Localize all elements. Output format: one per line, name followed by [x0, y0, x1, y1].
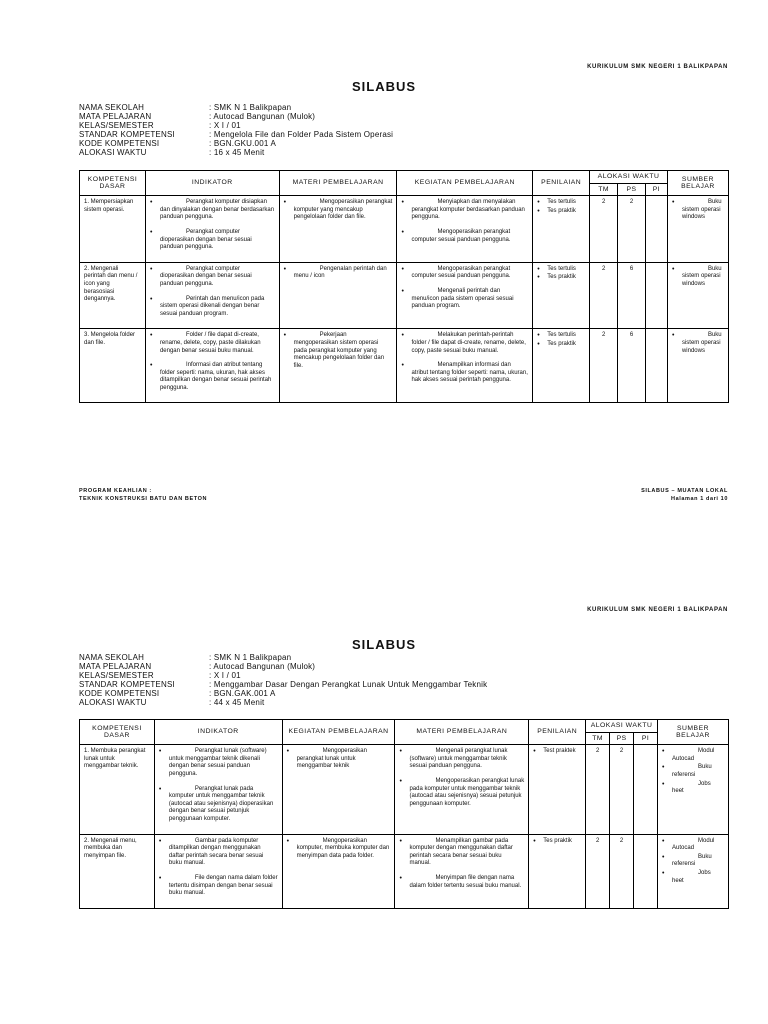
mat-text: • Mengoperasikan perangkat lunak pada komputer untuk menggambar teknik (autocad atau sejenisnya) sesuai petunjuk penggunaan komputer. — [409, 777, 525, 807]
footer-doc-title: SILABUS – MUATAN LOKAL — [641, 488, 728, 494]
ind-text: • File dengan nama dalam folder tertentu disimpan dengan benar sesuai buku manual. — [168, 874, 278, 897]
ind-item — [150, 332, 275, 355]
cell-pen — [529, 834, 586, 908]
cell-sum — [667, 196, 728, 263]
keg-list — [401, 266, 528, 311]
mat-item — [399, 748, 524, 771]
cell-pen — [533, 196, 590, 263]
keg-text: • Mengenali perintah dan menu/icon pada sistem operasi sesuai panduan program. — [411, 287, 514, 310]
cell-pi — [634, 745, 658, 834]
sumber-item — [662, 870, 724, 885]
meta-value: : 44 x 45 Menit — [209, 698, 265, 707]
mat-list — [284, 266, 393, 281]
penilaian-list — [537, 266, 585, 282]
keg-item — [287, 748, 391, 771]
meta-value: : BGN.GAK.001 A — [209, 689, 276, 698]
ind-item — [159, 838, 278, 868]
ind-text: • Perangkat computer dioperasikan dengan benar sesuai panduan pengguna. — [159, 265, 252, 287]
cell-ind — [154, 745, 282, 834]
cell-mat — [279, 196, 397, 263]
ind-text: • Perintah dan menu/icon pada sistem operasi dikenali dengan benar sesuai panduan program. — [159, 295, 265, 317]
sumber-text: • Buku sistem operasi windows — [681, 332, 722, 354]
table-row — [80, 745, 729, 834]
cell-ps: 6 — [618, 329, 646, 403]
footer-page — [641, 487, 728, 503]
cell-sum — [667, 329, 728, 403]
mat-text: • Pengenalan perintah dan menu / icon — [293, 265, 387, 280]
ind-text: • Folder / file dapat di-create, rename, delete, copy, paste dilakukan dengan benar sesuai buku manual. — [159, 332, 261, 354]
cell-keg — [282, 745, 395, 834]
sumber-text: • Jobs heet — [672, 869, 711, 884]
sumber-text: • Buku referensi — [672, 764, 712, 778]
footer-program — [79, 487, 207, 503]
ind-text: • Gambar pada komputer ditampilkan dengan menggunakan daftar perintah secara benar sesuai buku manual. — [168, 837, 264, 867]
penilaian-text: Tes tertulis — [547, 199, 576, 206]
meta-value: : BGN.GKU.001 A — [209, 139, 277, 148]
ind-item — [150, 362, 275, 392]
header-kegiatan: KEGIATAN PEMBELAJARAN — [282, 720, 395, 745]
keg-item — [401, 199, 528, 222]
cell-tm: 2 — [586, 745, 610, 834]
footer-page-number: Halaman 1 dari 10 — [671, 496, 728, 502]
penilaian-list — [537, 332, 585, 348]
sumber-text: • Buku sistem operasi windows — [681, 265, 722, 287]
table-row — [80, 834, 729, 908]
cell-tm: 2 — [590, 262, 618, 329]
cell-kd: 2. Mengenali perintah dan menu / icon yang berasosiasi dengannya. — [80, 262, 146, 329]
header-alokasi: ALOKASI WAKTU — [586, 720, 658, 733]
meta-value: : Mengelola File dan Folder Pada Sistem Operasi — [209, 130, 394, 139]
header-tm: TM — [590, 183, 618, 196]
meta-label: ALOKASI WAKTU — [79, 698, 147, 707]
keg-text: • Menyiapkan dan menyalakan perangkat komputer berdasarkan panduan pengguna. — [411, 199, 525, 221]
mat-text: • Mengoperasikan perangkat komputer yang mencakup pengelolaan folder dan file. — [293, 199, 393, 221]
keg-item — [401, 266, 528, 281]
mat-list — [284, 199, 393, 222]
cell-pi — [646, 262, 668, 329]
mat-text: • Mengenali perangkat lunak (software) untuk menggambar teknik sesuai panduan pengguna. — [409, 748, 508, 770]
ind-list — [150, 266, 275, 319]
ind-text: • Perangkat lunak pada komputer untuk menggambar teknik (autocad atau sejenisnya) dioperasikan dengan benar sesuai petunjuk penggunaan komputer. — [168, 785, 274, 822]
keg-text: • Mengoperasikan perangkat lunak untuk menggambar teknik — [296, 748, 367, 770]
meta-row — [79, 689, 487, 698]
meta-row — [79, 121, 393, 130]
header-penilaian: PENILAIAN — [533, 171, 590, 196]
meta-label: KODE KOMPETENSI — [79, 689, 160, 698]
cell-ind — [145, 262, 279, 329]
cell-keg — [397, 196, 533, 263]
cell-kd: 3. Mengelola folder dan file. — [80, 329, 146, 403]
sumber-list — [672, 332, 724, 355]
mat-item — [284, 266, 393, 281]
header-materi: MATERI PEMBELAJARAN — [395, 720, 529, 745]
cell-sum — [667, 262, 728, 329]
cell-ind — [154, 834, 282, 908]
cell-keg — [282, 834, 395, 908]
meta-value: : Menggambar Dasar Dengan Perangkat Lunak Untuk Menggambar Teknik — [209, 680, 488, 689]
mat-text: • Menampilkan gambar pada komputer dengan menggunakan daftar perintah secara benar sesuai buku manual. — [409, 837, 513, 867]
cell-mat — [279, 329, 397, 403]
page-2 — [0, 545, 768, 1024]
meta-row — [79, 130, 393, 139]
cell-pi — [646, 329, 668, 403]
meta-label: NAMA SEKOLAH — [79, 653, 145, 662]
meta-value: : X I / 01 — [209, 121, 241, 130]
syllabus-meta — [79, 653, 487, 707]
sumber-item — [662, 748, 724, 763]
sumber-text: • Modul Autocad — [672, 748, 715, 762]
mat-item — [284, 332, 393, 370]
header-tm: TM — [586, 732, 610, 745]
keg-list — [287, 838, 391, 861]
ind-list — [150, 332, 275, 392]
sumber-item — [662, 854, 724, 869]
table-row — [80, 329, 729, 403]
header-ps: PS — [618, 183, 646, 196]
curriculum-header: KURIKULUM SMK NEGERI 1 BALIKPAPAN — [587, 64, 728, 70]
keg-item — [401, 362, 528, 385]
cell-kd: 2. Mengenali menu, membuka dan menyimpan file. — [80, 834, 155, 908]
ind-list — [159, 838, 278, 898]
keg-item — [401, 229, 528, 244]
header-pi: PI — [634, 732, 658, 745]
header-kegiatan: KEGIATAN PEMBELAJARAN — [397, 171, 533, 196]
keg-text: • Melakukan perintah-perintah folder / file dapat di-create, rename, delete, copy, paste sesuai buku manual. — [411, 332, 526, 354]
ind-item — [159, 786, 278, 824]
sumber-item — [672, 266, 724, 289]
meta-label: KELAS/SEMESTER — [79, 121, 154, 130]
ind-item — [159, 748, 278, 778]
ind-item — [150, 296, 275, 319]
cell-mat — [395, 745, 529, 834]
mat-text: • Pekerjaan mengoperasikan sistem operasi pada perangkat komputer yang mencakup pengelolaan folder dan file. — [293, 332, 385, 369]
penilaian-list — [533, 838, 581, 846]
header-ps: PS — [610, 732, 634, 745]
meta-label: STANDAR KOMPETENSI — [79, 130, 175, 139]
meta-label: STANDAR KOMPETENSI — [79, 680, 175, 689]
sumber-item — [662, 764, 724, 779]
keg-item — [401, 332, 528, 355]
syllabus-meta — [79, 103, 393, 157]
meta-row — [79, 698, 487, 707]
header-alokasi: ALOKASI WAKTU — [590, 171, 668, 184]
header-materi: MATERI PEMBELAJARAN — [279, 171, 397, 196]
meta-value: : Autocad Bangunan (Mulok) — [209, 662, 316, 671]
cell-sum — [658, 745, 729, 834]
sumber-item — [672, 332, 724, 355]
header-kompetensi: KOMPETENSI DASAR — [80, 171, 146, 196]
ind-item — [150, 199, 275, 222]
penilaian-item — [533, 748, 581, 756]
penilaian-item — [537, 274, 585, 282]
cell-mat — [395, 834, 529, 908]
sumber-item — [662, 838, 724, 853]
sumber-item — [672, 199, 724, 222]
cell-pen — [533, 329, 590, 403]
keg-text: • Mengoperasikan komputer, membuka komputer dan menyimpan data pada folder. — [296, 837, 390, 859]
syllabus-table — [79, 170, 729, 403]
sumber-item — [662, 781, 724, 796]
meta-row — [79, 671, 487, 680]
cell-kd: 1. Membuka perangkat lunak untuk menggambar teknik. — [80, 745, 155, 834]
cell-tm: 2 — [590, 329, 618, 403]
cell-ps: 6 — [618, 262, 646, 329]
meta-row — [79, 653, 487, 662]
meta-value: : Autocad Bangunan (Mulok) — [209, 112, 316, 121]
penilaian-text: Tes praktik — [547, 207, 576, 214]
penilaian-item — [533, 838, 581, 846]
header-indikator: INDIKATOR — [145, 171, 279, 196]
keg-list — [401, 332, 528, 385]
penilaian-item — [537, 208, 585, 216]
table-row — [80, 196, 729, 263]
ind-text: • Informasi dan atribut tentang folder seperti: nama, ukuran, hak akses ditampilkan dengan benar sesuai perintah pengguna. — [159, 362, 272, 391]
cell-pi — [634, 834, 658, 908]
meta-row — [79, 139, 393, 148]
keg-list — [287, 748, 391, 771]
penilaian-text: Tes tertulis — [547, 332, 576, 339]
page-title: SILABUS — [351, 637, 417, 652]
penilaian-text: Tes tertulis — [547, 265, 576, 272]
mat-list — [284, 332, 393, 370]
keg-text: • Mengoperasikan perangkat computer sesuai panduan pengguna. — [411, 265, 511, 280]
footer-program-label: PROGRAM KEAHLIAN : — [79, 488, 152, 494]
ind-text: • Perangkat komputer disiapkan dan dinyalakan dengan benar berdasarkan panduan pengguna. — [159, 199, 275, 221]
ind-item — [150, 266, 275, 289]
header-sumber: SUMBER BELAJAR — [667, 171, 728, 196]
mat-item — [399, 778, 524, 808]
penilaian-text: Tes praktik — [547, 274, 576, 281]
cell-keg — [397, 329, 533, 403]
mat-text: • Menyimpan file dengan nama dalam folder tertentu sesuai buku manual. — [409, 874, 522, 889]
meta-row — [79, 103, 393, 112]
keg-text: • Menampilkan informasi dan atribut tentang folder seperti: nama, ukuran, hak akses sesuai perintah pengguna. — [411, 362, 528, 384]
curriculum-header: KURIKULUM SMK NEGERI 1 BALIKPAPAN — [587, 607, 728, 613]
ind-item — [159, 875, 278, 898]
penilaian-list — [533, 748, 581, 756]
header-sumber: SUMBER BELAJAR — [658, 720, 729, 745]
cell-keg — [397, 262, 533, 329]
penilaian-item — [537, 199, 585, 207]
sumber-text: • Jobs heet — [672, 780, 711, 795]
ind-item — [150, 229, 275, 252]
sumber-list — [672, 199, 724, 222]
sumber-list — [662, 838, 724, 886]
cell-tm: 2 — [586, 834, 610, 908]
keg-item — [401, 288, 528, 311]
meta-row — [79, 662, 487, 671]
meta-value: : X I / 01 — [209, 671, 241, 680]
mat-list — [399, 838, 524, 891]
ind-text: • Perangkat computer dioperasikan dengan benar sesuai panduan pengguna. — [159, 228, 252, 251]
cell-kd: 1. Mempersiapkan sistem operasi. — [80, 196, 146, 263]
meta-label: ALOKASI WAKTU — [79, 148, 147, 157]
table-row — [80, 262, 729, 329]
footer-program-value: TEKNIK KONSTRUKSI BATU DAN BETON — [79, 496, 208, 502]
sumber-text: • Buku referensi — [672, 853, 712, 868]
header-kompetensi: KOMPETENSI DASAR — [80, 720, 155, 745]
sumber-list — [662, 748, 724, 796]
meta-value: : SMK N 1 Balikpapan — [209, 653, 292, 662]
meta-label: MATA PELAJARAN — [79, 662, 152, 671]
page-title: SILABUS — [351, 79, 417, 94]
meta-row — [79, 680, 487, 689]
penilaian-text: Tes praktik — [547, 340, 576, 347]
meta-value: : 16 x 45 Menit — [209, 148, 265, 157]
penilaian-item — [537, 332, 585, 340]
meta-row — [79, 112, 393, 121]
mat-list — [399, 748, 524, 808]
sumber-text: • Modul Autocad — [672, 837, 715, 852]
meta-label: KODE KOMPETENSI — [79, 139, 160, 148]
penilaian-text: Tes praktik — [543, 837, 572, 844]
keg-list — [401, 199, 528, 244]
header-indikator: INDIKATOR — [154, 720, 282, 745]
cell-ind — [145, 329, 279, 403]
cell-pen — [533, 262, 590, 329]
cell-sum — [658, 834, 729, 908]
cell-ps: 2 — [610, 745, 634, 834]
cell-mat — [279, 262, 397, 329]
mat-item — [399, 838, 524, 868]
penilaian-item — [537, 266, 585, 274]
meta-label: KELAS/SEMESTER — [79, 671, 154, 680]
meta-label: MATA PELAJARAN — [79, 112, 152, 121]
header-pi: PI — [646, 183, 668, 196]
sumber-list — [672, 266, 724, 289]
ind-text: • Perangkat lunak (software) untuk menggambar teknik dikenali dengan benar sesuai panduan pengguna. — [168, 748, 267, 777]
header-penilaian: PENILAIAN — [529, 720, 586, 745]
penilaian-list — [537, 199, 585, 215]
penilaian-text: Test praktek — [543, 748, 576, 755]
cell-tm: 2 — [590, 196, 618, 263]
cell-ind — [145, 196, 279, 263]
meta-label: NAMA SEKOLAH — [79, 103, 145, 112]
cell-pi — [646, 196, 668, 263]
meta-value: : SMK N 1 Balikpapan — [209, 103, 292, 112]
keg-item — [287, 838, 391, 861]
ind-list — [159, 748, 278, 823]
keg-text: • Mengoperasikan perangkat computer sesuai panduan pengguna. — [411, 228, 511, 243]
mat-item — [284, 199, 393, 222]
mat-item — [399, 875, 524, 890]
meta-row — [79, 148, 393, 157]
ind-list — [150, 199, 275, 252]
cell-ps: 2 — [618, 196, 646, 263]
penilaian-item — [537, 341, 585, 349]
cell-ps: 2 — [610, 834, 634, 908]
cell-pen — [529, 745, 586, 834]
sumber-text: • Buku sistem operasi windows — [681, 199, 722, 221]
syllabus-table — [79, 719, 729, 909]
